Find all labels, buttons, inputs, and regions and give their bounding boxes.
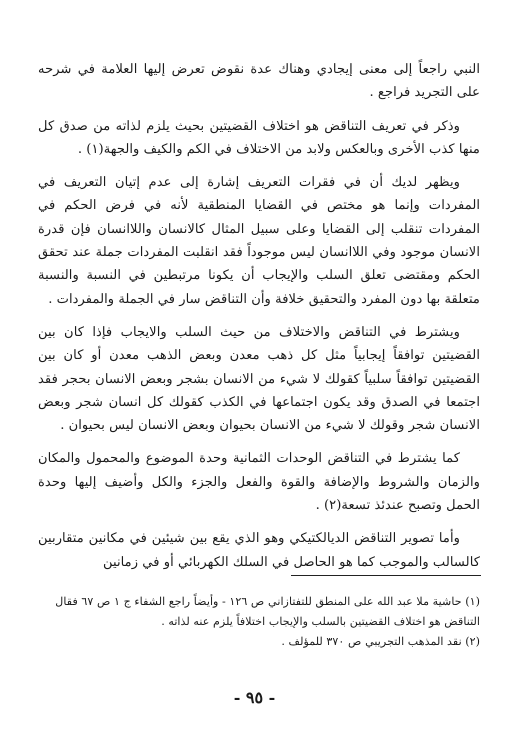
paragraph-3: ويظهر لديك أن في فقرات التعريف إشارة إلى عدم إتيان التعريف في المفردات وإنما هو مختص في القضايا المنطقية لأنه في فرض الحكم في المفردات تنقلب إلى القضايا وعلى سبيل المثال كالانسان واللاانسان فإن قدرة الانسان موجود وفي اللاانسان ليس موجوداً فقد انقلبت المفردات جملة عند تحقق الحكم ومقتضى تعلق السلب والإيجاب أن يكونا مرتبطين في النسبة والنسبة متعلقة بها دون المفرد والتحقيق خلافة وأن التناقض سار في الجملة والمفردات . [38,175,480,307]
footnote-2: (٢) نقد المذهب التجريبي ص ٣٧٠ للمؤلف . [281,635,480,648]
footnote-separator [291,575,481,576]
paragraph-2: وذكر في تعريف التناقض هو اختلاف القضيتين بحيث يلزم لذاته من صدق كل منها كذب الأخرى وبالعكس ولابد من الاختلاف في الكم والكيف والجهة(١) . [38,118,480,157]
paragraph-4: ويشترط في التناقض والاختلاف من حيث السلب والايجاب فإذا كان بين القضيتين توافقاً إيجابياً مثل كل ذهب معدن وبعض الذهب معدن أو كان بين القضيتين توافقاً سلبياً كقولك لا شيء من الانسان بشجر وبعض الانسان بحجر فقد اجتمعا في الصدق وقد يكون اجتماعها في الكذب كقولك كل انسان شجر وبعض الانسان شجر وقولك لا شيء من الانسان بحيوان وبعض الانسان ليس بحيوان . [38,324,480,434]
page-number: - ٩٥ - [233,688,276,707]
paragraph-5: كما يشترط في التناقض الوحدات الثمانية وحدة الموضوع والمحمول والمكان والزمان والشروط والإضافة والقوة والفعل والجزء والكل وأضيف إليها وحدة الحمل وتصبح عندئذ تسعة(٢) . [38,451,480,514]
paragraph-6: وأما تصوير التناقض الديالكتيكي وهو الذي يقع بين شيئين في مكانين متقاربين كالسالب والموجب كما هو الحاصل في السلك الكهربائي أو في زمانين [38,531,480,570]
paragraph-1: النبي راجعاً إلى معنى إيجادي وهناك عدة نقوض تعرض إليها العلامة في شرحه على التجريد فراجع . [38,62,480,101]
footnotes [38,592,480,652]
footnote-1: (١) حاشية ملا عبد الله على المنطق للتفتازاني ص ١٢٦ - وأيضاً راجع الشفاء ج ١ ص ٦٧ فقال التناقض هو اختلاف القضيتين بالسلب والإيجاب اختلافاً يلزم عنه لذاته . [55,595,480,628]
main-text [38,58,480,584]
